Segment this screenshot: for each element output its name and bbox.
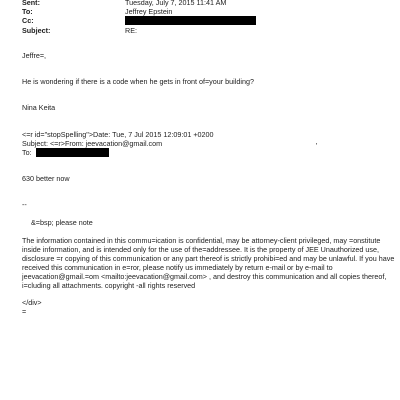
disclaimer-line-6: i=cluding all attachments. copyright -all rights reserved <box>22 281 196 290</box>
subject-value: RE: <box>125 26 137 35</box>
quoted-subject-line: Subject: <=r>From: jeevacation@gmail.com <box>22 139 163 148</box>
cc-redaction <box>125 16 256 25</box>
quoted-date-line: <=r id="stopSpelling">Date: Tue, 7 Jul 2015 12:09:01 +0200 <box>22 130 214 139</box>
to-label: To: <box>22 7 33 16</box>
greeting: Jeffre=, <box>22 51 47 60</box>
sent-value: Tuesday, July 7, 2015 11:41 AM <box>125 0 227 7</box>
stray-mark: ' <box>316 141 318 150</box>
disclaimer-line-4: received this communication in e=ror, please notify us immediately by return e-mail or by e-mail to <box>22 263 333 272</box>
closing-equals: = <box>22 307 27 316</box>
quoted-to-label: To: <box>22 148 32 157</box>
reply-text: 630 better now <box>22 174 70 183</box>
to-value: Jeffrey Epstein <box>125 7 173 16</box>
disclaimer-line-3: disclosure =r copying of this communication or any part thereof is strictly prohibi=ed and may be unlawful. If you have <box>22 254 395 263</box>
signature-name: Nina Keita <box>22 103 56 112</box>
quoted-to-redaction <box>36 148 109 157</box>
sent-label: Sent: <box>22 0 40 7</box>
question-text: He is wondering if there is a code when he gets in front of=your building? <box>22 77 254 86</box>
note-line: &=bsp; please note <box>31 218 93 227</box>
disclaimer-line-2: inside information, and is intended only for the use of the=addressee. It is the property of JEE Unauthorized use, <box>22 245 379 254</box>
disclaimer-line-5: jeevacation@gmail.=om <mailto:jeevacation@gmail.com> , and destroy this communication and all copies thereof, <box>22 272 387 281</box>
cc-label: Cc: <box>22 16 34 25</box>
closing-div: </div> <box>22 298 42 307</box>
dashes: -- <box>22 200 27 209</box>
subject-label: Subject: <box>22 26 51 35</box>
disclaimer-line-1: The information contained in this commu=ication is confidential, may be attorney-client privileged, may =onstitute <box>22 236 381 245</box>
